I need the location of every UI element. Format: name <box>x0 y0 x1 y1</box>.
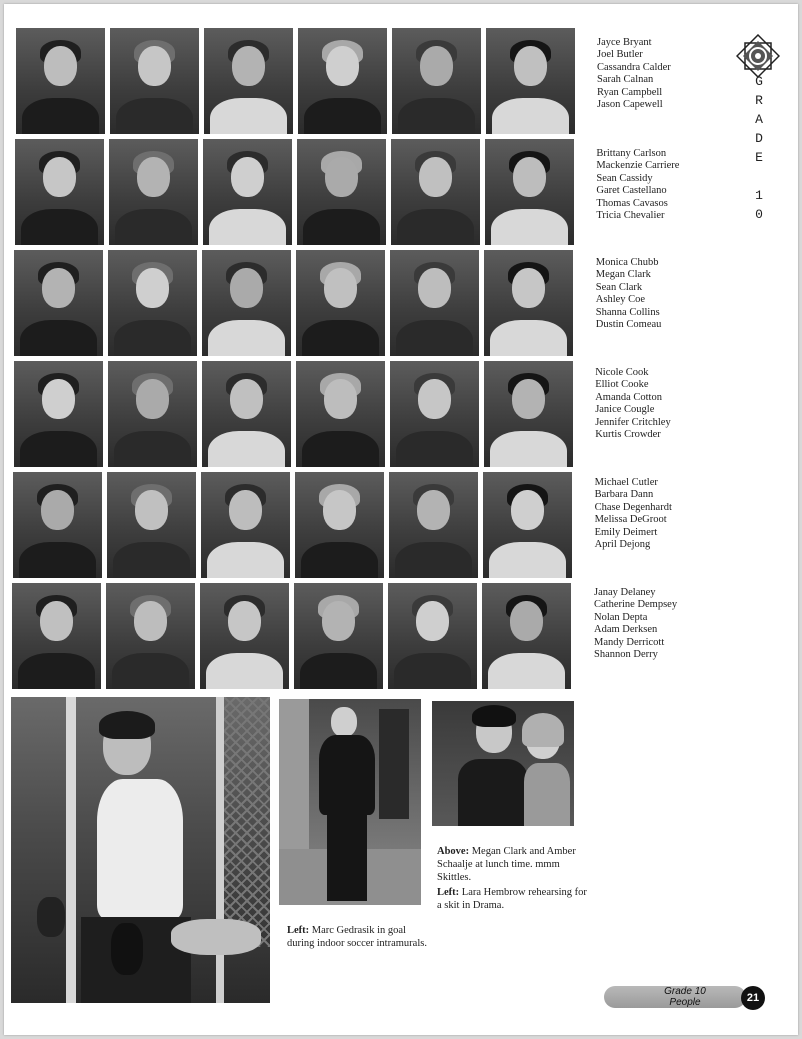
student-portrait <box>484 250 573 356</box>
student-name: Amanda Cotton <box>595 391 662 403</box>
portrait-shoulders <box>20 431 97 467</box>
student-portrait <box>110 28 199 134</box>
photo-drama-rehearsal <box>279 699 421 905</box>
name-list-row-1 <box>597 37 717 111</box>
student-portrait <box>388 583 477 689</box>
student-portrait <box>390 250 479 356</box>
student-portrait <box>392 28 481 134</box>
student-portrait <box>204 28 293 134</box>
student-portrait <box>201 472 290 578</box>
student-portrait <box>203 139 292 245</box>
portrait-face <box>138 46 171 86</box>
grade-letter: R <box>755 93 763 108</box>
portrait-shoulders <box>22 98 99 134</box>
portrait-shoulders <box>18 653 95 689</box>
student-name: Janice Cougle <box>595 404 655 416</box>
caption-left-drama <box>437 886 589 912</box>
portrait-face <box>44 46 77 86</box>
portrait-face <box>512 379 545 419</box>
portrait-shoulders <box>488 653 565 689</box>
portrait-shoulders <box>300 653 377 689</box>
student-portrait <box>296 250 385 356</box>
student-portrait <box>486 28 575 134</box>
grade-letter: 1 <box>755 188 763 203</box>
portrait-face <box>228 601 261 641</box>
portrait-shoulders <box>396 320 473 356</box>
student-portrait <box>12 583 101 689</box>
name-list-row-4 <box>595 367 715 441</box>
grade-letter: E <box>755 150 763 165</box>
student-portrait <box>202 361 291 467</box>
student-portrait <box>108 250 197 356</box>
portrait-shoulders <box>114 320 191 356</box>
student-portrait <box>202 250 291 356</box>
student-portrait <box>200 583 289 689</box>
student-name: Megan Clark <box>595 269 651 281</box>
name-list-row-5 <box>595 477 715 551</box>
student-name: Elliot Cooke <box>595 379 649 391</box>
portrait-face <box>323 490 356 530</box>
portrait-face <box>511 490 544 530</box>
student-name: Catherine Dempsey <box>594 599 678 611</box>
portrait-shoulders <box>113 542 190 578</box>
student-name: Emily Deimert <box>594 526 658 538</box>
name-list-row-2 <box>596 148 716 222</box>
student-name: Ashley Coe <box>595 294 646 306</box>
student-name: Brittany Carlson <box>596 148 667 159</box>
portrait-face <box>512 268 545 308</box>
portrait-shoulders <box>210 98 287 134</box>
portrait-face <box>324 379 357 419</box>
grade-letter: D <box>755 131 763 146</box>
caption-left-drama-label: Left: <box>437 887 460 898</box>
student-portrait <box>106 583 195 689</box>
student-portrait <box>16 28 105 134</box>
portrait-shoulders <box>490 431 567 467</box>
student-name: Garet Castellano <box>596 185 667 197</box>
portrait-face <box>230 268 263 308</box>
student-portrait <box>485 139 574 245</box>
student-name: Chase Degenhardt <box>594 501 672 513</box>
portrait-face <box>230 379 263 419</box>
grade-letter <box>751 167 767 186</box>
portrait-shoulders <box>490 320 567 356</box>
portrait-face <box>136 379 169 419</box>
footer-section-label <box>640 986 730 1008</box>
student-portrait <box>297 139 386 245</box>
portrait-face <box>229 490 262 530</box>
portrait-face <box>326 46 359 86</box>
caption-left-soccer-text: Marc Gedrasik in goal during indoor soccer intramurals. <box>287 925 427 949</box>
student-name: Sean Cassidy <box>596 172 653 184</box>
student-name: Shanna Collins <box>595 306 660 318</box>
caption-above-label: Above: <box>437 846 470 857</box>
portrait-face <box>231 157 264 197</box>
caption-above-text: Megan Clark and Amber Schaalje at lunch time. mmm Skittles. <box>437 846 576 883</box>
portrait-shoulders <box>398 98 475 134</box>
portrait-shoulders <box>206 653 283 689</box>
footer-section-line2: People <box>669 997 701 1008</box>
student-name: Sean Clark <box>595 281 643 293</box>
portrait-face <box>418 379 451 419</box>
photo-soccer-goalie <box>11 697 270 1003</box>
student-portrait <box>15 139 104 245</box>
portrait-face <box>510 601 543 641</box>
portrait-face <box>43 157 76 197</box>
portrait-shoulders <box>304 98 381 134</box>
portrait-shoulders <box>112 653 189 689</box>
student-portrait <box>483 472 572 578</box>
page-number: 21 <box>741 986 765 1010</box>
footer-section-line1: Grade 10 <box>664 986 706 997</box>
portrait-face <box>416 601 449 641</box>
caption-left-soccer-label: Left: <box>287 925 310 936</box>
student-name: April Dejong <box>594 539 651 551</box>
name-list-row-6 <box>594 587 714 661</box>
portrait-grid <box>12 28 578 694</box>
portrait-face <box>420 46 453 86</box>
student-name: Jason Capewell <box>597 99 663 111</box>
student-portrait <box>14 250 103 356</box>
portrait-shoulders <box>492 98 569 134</box>
portrait-shoulders <box>302 320 379 356</box>
portrait-face <box>419 157 452 197</box>
student-name: Jayce Bryant <box>597 37 652 48</box>
portrait-shoulders <box>397 209 474 245</box>
student-name: Kurtis Crowder <box>595 429 661 441</box>
portrait-face <box>322 601 355 641</box>
grade-letter: G <box>755 74 763 89</box>
portrait-shoulders <box>114 431 191 467</box>
portrait-shoulders <box>395 542 472 578</box>
portrait-shoulders <box>303 209 380 245</box>
grade-vertical-label <box>751 72 767 224</box>
grade-letter: 0 <box>755 207 763 222</box>
student-name: Janay Delaney <box>594 587 656 598</box>
portrait-shoulders <box>116 98 193 134</box>
portrait-shoulders <box>21 209 98 245</box>
student-name: Shannon Derry <box>594 649 658 661</box>
portrait-shoulders <box>208 320 285 356</box>
portrait-shoulders <box>302 431 379 467</box>
student-name: Melissa DeGroot <box>594 514 667 526</box>
student-name: Ryan Campbell <box>597 86 663 98</box>
student-name: Barbara Dann <box>594 489 654 501</box>
caption-above <box>437 845 585 884</box>
student-name: Monica Chubb <box>595 257 659 268</box>
portrait-shoulders <box>396 431 473 467</box>
student-portrait <box>13 472 102 578</box>
student-name: Thomas Cavasos <box>596 197 668 209</box>
portrait-face <box>325 157 358 197</box>
caption-left-drama-text: Lara Hembrow rehearsing for a skit in Drama. <box>437 887 587 911</box>
portrait-face <box>42 268 75 308</box>
student-name: Nicole Cook <box>595 367 649 378</box>
portrait-face <box>41 490 74 530</box>
student-portrait <box>294 583 383 689</box>
student-portrait <box>484 361 573 467</box>
portrait-face <box>137 157 170 197</box>
portrait-face <box>134 601 167 641</box>
student-portrait <box>298 28 387 134</box>
portrait-face <box>417 490 450 530</box>
caption-left-soccer <box>287 924 427 950</box>
student-portrait <box>108 361 197 467</box>
student-name: Joel Butler <box>597 49 643 61</box>
portrait-face <box>135 490 168 530</box>
portrait-shoulders <box>115 209 192 245</box>
name-list-row-3 <box>596 257 716 331</box>
student-name: Sarah Calnan <box>597 74 654 86</box>
portrait-face <box>232 46 265 86</box>
student-name: Mandy Derricott <box>594 636 665 648</box>
student-name: Mackenzie Carriere <box>596 160 680 172</box>
portrait-shoulders <box>208 431 285 467</box>
student-portrait <box>14 361 103 467</box>
student-portrait <box>482 583 571 689</box>
student-name: Michael Cutler <box>594 477 658 488</box>
portrait-face <box>136 268 169 308</box>
grade-letter: A <box>755 112 763 127</box>
portrait-shoulders <box>209 209 286 245</box>
student-name: Nolan Depta <box>594 611 648 623</box>
student-portrait <box>107 472 196 578</box>
student-name: Dustin Comeau <box>595 319 662 331</box>
student-portrait <box>109 139 198 245</box>
student-name: Jennifer Critchley <box>595 416 671 428</box>
portrait-face <box>514 46 547 86</box>
portrait-face <box>513 157 546 197</box>
portrait-face <box>418 268 451 308</box>
portrait-face <box>40 601 73 641</box>
student-portrait <box>390 361 479 467</box>
portrait-shoulders <box>19 542 96 578</box>
student-name: Adam Derksen <box>594 624 658 636</box>
portrait-shoulders <box>20 320 97 356</box>
portrait-shoulders <box>491 209 568 245</box>
photo-lunch-time <box>432 701 574 826</box>
portrait-shoulders <box>207 542 284 578</box>
portrait-shoulders <box>394 653 471 689</box>
student-portrait <box>295 472 384 578</box>
student-name: Cassandra Calder <box>597 61 671 73</box>
student-name: Tricia Chevalier <box>596 210 665 222</box>
student-portrait <box>296 361 385 467</box>
portrait-shoulders <box>301 542 378 578</box>
portrait-shoulders <box>489 542 566 578</box>
portrait-face <box>42 379 75 419</box>
student-portrait <box>391 139 480 245</box>
portrait-face <box>324 268 357 308</box>
student-portrait <box>389 472 478 578</box>
